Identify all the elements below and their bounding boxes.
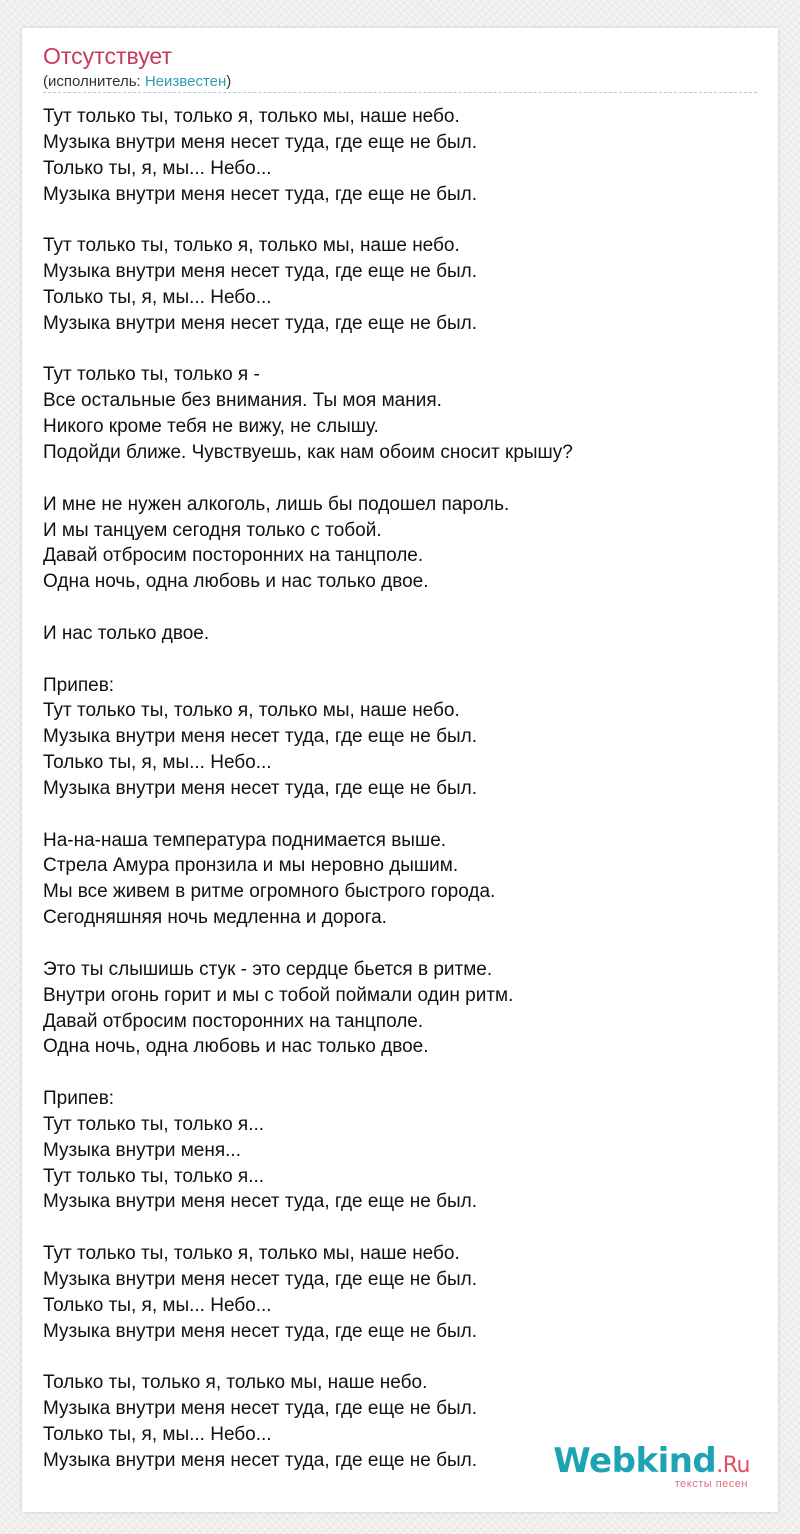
lyric-line: Музыка внутри меня несет туда, где еще не был. (43, 183, 477, 205)
lyric-line: Припев: (43, 674, 115, 696)
lyric-line: Одна ночь, одна любовь и нас только двое. (43, 1036, 429, 1058)
lyric-line: Внутри огонь горит и мы с тобой поймали один ритм. (43, 984, 514, 1006)
lyric-line: Музыка внутри меня несет туда, где еще не был. (43, 131, 477, 153)
lyric-line: Музыка внутри меня... (43, 1139, 241, 1161)
lyrics-text (43, 104, 778, 1474)
lyric-line (43, 647, 778, 673)
artist-prefix: (исполнитель: (43, 73, 145, 90)
artist-link[interactable]: Неизвестен (144, 73, 227, 90)
lyric-line: Давай отбросим посторонних на танцполе. (43, 1010, 424, 1032)
lyric-line: На-на-наша температура поднимается выше. (43, 829, 447, 851)
lyric-line: Музыка внутри меня несет туда, где еще не был. (43, 1398, 477, 1420)
lyric-line: Только ты, я, мы... Небо... (43, 286, 272, 308)
lyric-line: Это ты слышишь стук - это сердце бьется в ритме. (43, 958, 493, 980)
lyric-line: Тут только ты, только я, только мы, наше небо. (43, 1243, 460, 1265)
lyric-line (43, 595, 778, 621)
lyric-line (43, 931, 778, 957)
lyric-line: И нас только двое. (43, 622, 210, 644)
lyric-line (43, 207, 778, 233)
lyric-line: Тут только ты, только я, только мы, наше небо. (43, 235, 460, 257)
lyric-line: Сегодняшняя ночь медленна и дорога. (43, 907, 387, 929)
lyric-line: Стрела Амура пронзила и мы неровно дышим. (43, 855, 459, 877)
lyric-line: Музыка внутри меня несет туда, где еще не был. (43, 261, 477, 283)
lyrics-card (22, 28, 778, 1512)
lyric-line (43, 466, 778, 492)
logo-suffix: .Ru (716, 1453, 750, 1478)
webkind-logo[interactable] (553, 1441, 750, 1490)
lyric-line: Тут только ты, только я, только мы, наше небо. (43, 700, 460, 722)
lyric-line: Одна ночь, одна любовь и нас только двое. (43, 571, 429, 593)
lyric-line: Музыка внутри меня несет туда, где еще не был. (43, 1449, 477, 1471)
lyric-line: Тут только ты, только я... (43, 1113, 265, 1135)
lyric-line: Припев: (43, 1088, 115, 1110)
lyric-line (43, 337, 778, 363)
lyric-line: Только ты, я, мы... Небо... (43, 1294, 272, 1316)
lyric-line: Никого кроме тебя не вижу, не слышу. (43, 416, 379, 438)
lyric-line: Музыка внутри меня несет туда, где еще не был. (43, 1320, 477, 1342)
artist-suffix: ) (226, 73, 232, 90)
lyric-line: Только ты, я, мы... Небо... (43, 157, 272, 179)
song-title: Отсутствует (43, 43, 172, 69)
lyric-line: Только ты, я, мы... Небо... (43, 1424, 272, 1446)
logo-tagline: тексты песен (674, 1478, 748, 1490)
lyric-line (43, 1215, 778, 1241)
lyric-line: Музыка внутри меня несет туда, где еще не был. (43, 726, 477, 748)
lyric-line: Подойди ближе. Чувствуешь, как нам обоим сносит крышу? (43, 441, 573, 463)
lyric-line (43, 1345, 778, 1371)
lyric-line (43, 802, 778, 828)
lyric-line (43, 1060, 778, 1086)
lyric-line: Музыка внутри меня несет туда, где еще не был. (43, 1191, 477, 1213)
lyric-line: Давай отбросим посторонних на танцполе. (43, 545, 424, 567)
lyric-line: И мне не нужен алкоголь, лишь бы подошел пароль. (43, 493, 510, 515)
lyric-line: Только ты, я, мы... Небо... (43, 752, 272, 774)
lyric-line: И мы танцуем сегодня только с тобой. (43, 519, 382, 541)
lyric-line: Мы все живем в ритме огромного быстрого города. (43, 881, 496, 903)
lyric-line: Музыка внутри меня несет туда, где еще не был. (43, 777, 477, 799)
lyric-line: Музыка внутри меня несет туда, где еще не был. (43, 1268, 477, 1290)
lyric-line: Музыка внутри меня несет туда, где еще не был. (43, 312, 477, 334)
logo-main-text: Webkind (553, 1441, 717, 1481)
lyric-line: Тут только ты, только я - (43, 364, 260, 386)
lyric-line: Тут только ты, только я... (43, 1165, 265, 1187)
lyric-line: Все остальные без внимания. Ты моя мания. (43, 390, 442, 412)
lyric-line: Тут только ты, только я, только мы, наше небо. (43, 106, 460, 127)
artist-line (43, 72, 757, 93)
lyric-line: Только ты, только я, только мы, наше небо. (43, 1372, 428, 1394)
